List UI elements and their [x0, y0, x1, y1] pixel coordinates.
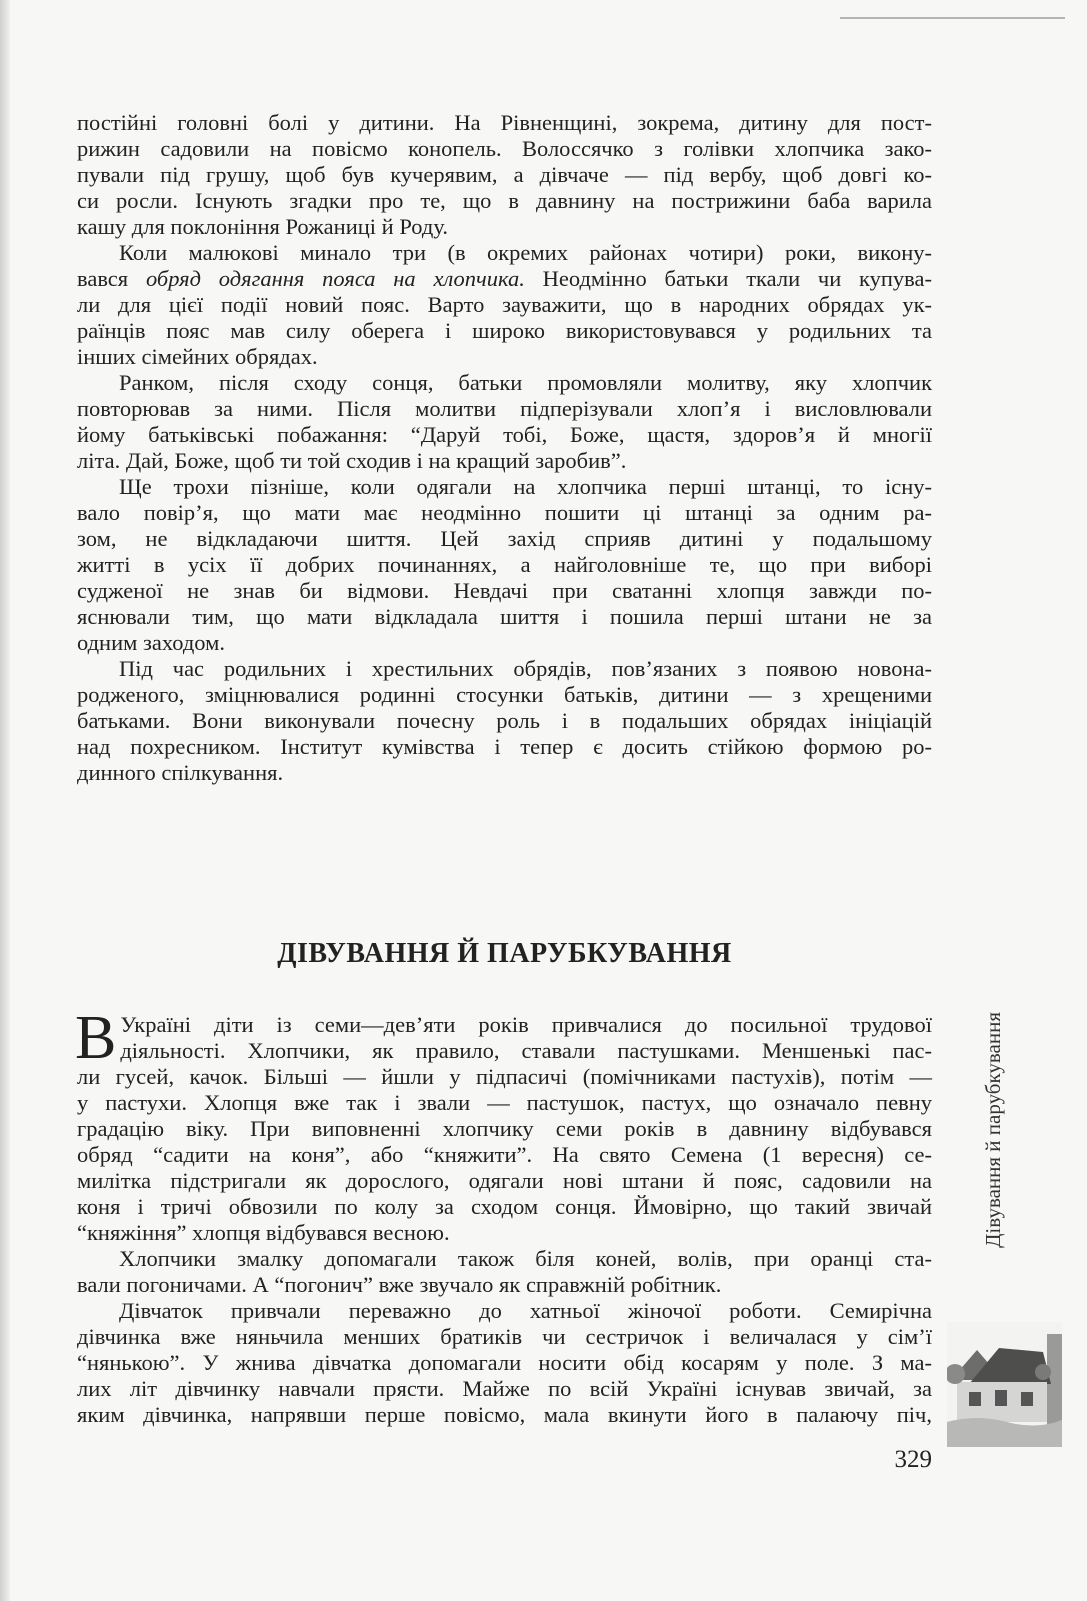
line: коня і тричі обвозили по колу за сходом сонця. Ймовірно, що такий звичай: [77, 1194, 932, 1219]
line: Під час родильних і хрестильних обрядів, пов’язаних з появою новона-: [119, 656, 932, 681]
line: зом, не відкладаючи шиття. Цей захід сприяв дитині у подальшому: [77, 526, 932, 551]
line: постійні головні болі у дитини. На Рівненщині, зокрема, дитину для пост-: [77, 110, 932, 135]
line: Дівчаток привчали переважно до хатньої жіночої роботи. Семирічна: [119, 1298, 932, 1323]
paragraph: [77, 656, 932, 760]
line: Ще трохи пізніше, коли одягали на хлопчика перші штанці, то існу-: [119, 474, 932, 499]
line: градацію віку. При виповненні хлопчику семи років в давнину відбувався: [77, 1116, 932, 1141]
line: лих літ дівчинку навчали прясти. Майже по всій Україні існував звичай, за: [77, 1376, 932, 1401]
line: у пастухи. Хлопця вже так і звали — пастушок, пастух, що означало певну: [77, 1090, 932, 1115]
line: батьками. Вони виконували почесну роль і в подальших обрядах ініціацій: [77, 708, 932, 733]
line: Коли малюкові минало три (в окремих районах чотири) роки, викону-: [119, 240, 932, 265]
paragraph: [77, 110, 932, 214]
line: яким дівчинка, напрявши перше повісмо, мала вкинути його в палаючу піч,: [77, 1402, 932, 1427]
line: судженої не знав би відмови. Невдачі при сватанні хлопця завжди по-: [77, 578, 932, 603]
page-number: 329: [894, 1446, 932, 1473]
line: вало повір’я, що мати має неодмінно пошити ці штанці за одним ра-: [77, 500, 932, 525]
line: вали погоничами. А “погонич” вже звучало як справжній робітник.: [77, 1272, 722, 1297]
paragraph: [77, 1246, 932, 1272]
house-illustration: [947, 1322, 1062, 1447]
paragraph: [77, 474, 932, 630]
line: кашу для поклоніння Рожаниці й Роду.: [77, 214, 448, 239]
line: родженого, зміцнювалися родинні стосунки батьків, дитини — з хрещеними: [77, 682, 932, 707]
line: дівчинка вже няньчила менших братиків чи сестричок і величалася у сім’ї: [77, 1324, 932, 1349]
paragraph-last-line: [77, 1220, 932, 1246]
line: ли гусей, качок. Більші — йшли у підпасичі (помічниками пастухів), потім —: [77, 1064, 932, 1089]
line: діяльності. Хлопчики, як правило, ставали пастушками. Меншенькі пас-: [120, 1038, 932, 1063]
line: си росли. Існують згадки про те, що в давнину на пострижини баба варила: [77, 188, 932, 213]
line: “нянькою”. У жнива дівчатка допомагали носити обід косарям у поле. З ма-: [77, 1350, 932, 1375]
line: пували під грушу, щоб був кучерявим, а дівчаче — під вербу, щоб довгі ко-: [77, 162, 932, 187]
line: над похресником. Інститут кумівства і тепер є досить стійкою формою ро-: [77, 734, 932, 759]
line: яснювали тим, що мати відкладала шиття і пошила перші штани не за: [77, 604, 932, 629]
line: обряд “садити на коня”, або “княжити”. На свято Семена (1 вересня) се-: [77, 1142, 932, 1167]
line: Україні діти із семи—дев’яти років привчалися до посильної трудової: [120, 1012, 932, 1037]
paragraph-last-line: [77, 760, 932, 786]
line: повторював за ними. Після молитви підперізували хлоп’я і висловлювали: [77, 396, 932, 421]
paragraph-last-line: [77, 448, 932, 474]
paragraph: [77, 240, 932, 344]
line: вався обряд одягання пояса на хлопчика. Неодмінно батьки ткали чи купува-: [77, 266, 932, 291]
line: йому батьківські побажання: “Даруй тобі, Боже, щастя, здоров’я й многії: [77, 422, 932, 447]
line: інших сімейних обрядах.: [77, 344, 318, 369]
section-title: ДІВУВАННЯ Й ПАРУБКУВАННЯ: [277, 938, 732, 969]
line: динного спілкування.: [77, 760, 284, 785]
paragraph-last-line: [77, 1272, 932, 1298]
line: рижин садовили на повісмо конопель. Волоссячко з голівки хлопчика зако-: [77, 136, 932, 161]
line: милітка підстригали як дорослого, одягали нові штани й пояс, садовили на: [77, 1168, 932, 1193]
header-rule: [840, 17, 1065, 19]
body-text-bottom: [75, 1004, 932, 1428]
drop-cap: В: [75, 1004, 117, 1072]
line: житті в усіх її добрих починаннях, а найголовніше те, що при виборі: [77, 552, 932, 577]
line: ли для цієї події новий пояс. Варто зауважити, що в народних обрядах ук-: [77, 292, 932, 317]
body-text-top: [77, 110, 932, 786]
paragraph-last-line: [77, 214, 932, 240]
line: літа. Дай, Боже, щоб ти той сходив і на кращий заробив”.: [77, 448, 627, 473]
line: раїнців пояс мав силу оберега і широко використовувався у родильних та: [77, 318, 932, 343]
section-side-label: [958, 990, 1028, 1270]
line: “княжіння” хлопця відбувався весною.: [77, 1220, 450, 1245]
line: одним заходом.: [77, 630, 225, 655]
side-label-text: Дівування й парубкування: [980, 1012, 1005, 1248]
page-spine-shadow: [0, 0, 10, 1601]
paragraph-last-line: [77, 630, 932, 656]
paragraph: [77, 370, 932, 448]
paragraph: [75, 1004, 932, 1220]
paragraph: [77, 1298, 932, 1428]
paragraph-last-line: [77, 344, 932, 370]
line: Ранком, після сходу сонця, батьки промовляли молитву, яку хлопчик: [119, 370, 932, 395]
line: Хлопчики змалку допомагали також біля коней, волів, при оранці ста-: [119, 1246, 932, 1271]
